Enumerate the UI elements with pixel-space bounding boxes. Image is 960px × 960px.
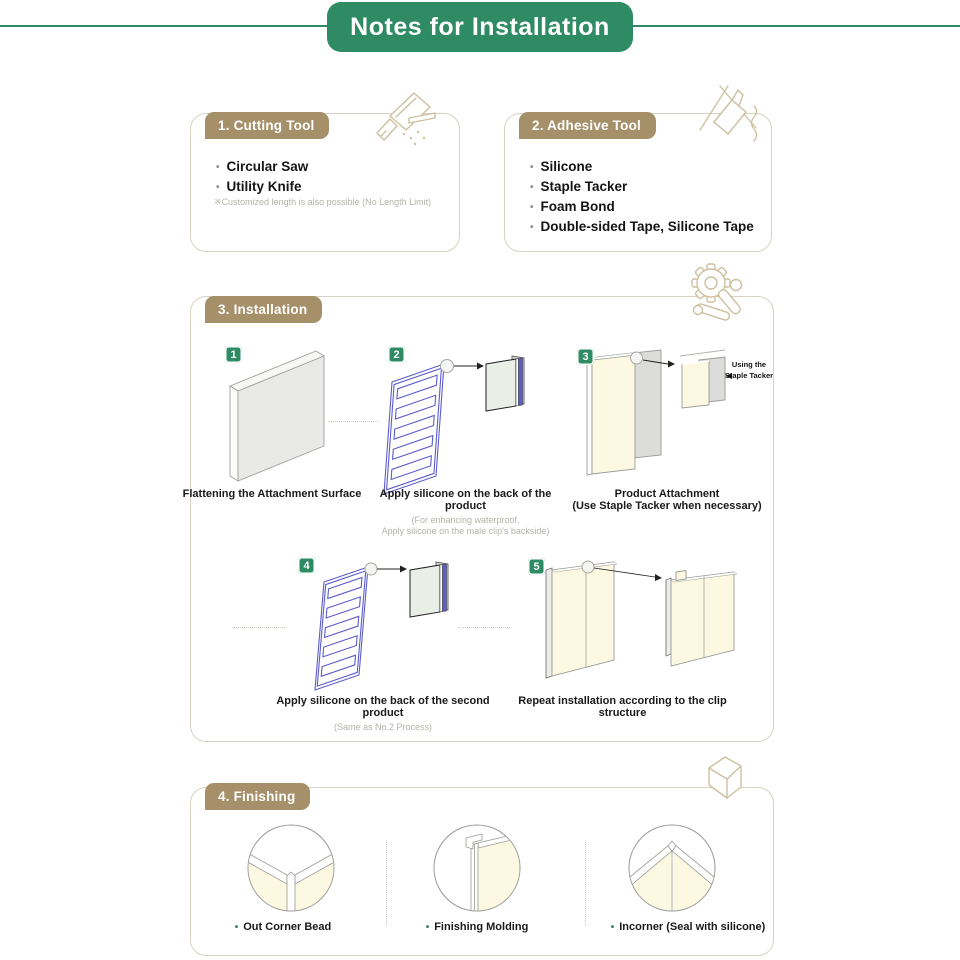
dotted-separator (233, 627, 285, 628)
step3-annotation: Using the (731, 360, 767, 369)
corner-molding-icon (698, 754, 754, 810)
dotted-separator (458, 627, 510, 628)
finishing-label-out-corner: • Out Corner Bead (193, 921, 373, 933)
step1-caption (182, 488, 362, 500)
dotted-separator (585, 840, 586, 925)
step2-caption (358, 488, 573, 537)
caption-subtext (358, 515, 573, 537)
step1-panel-diagram (212, 342, 342, 487)
caption-text: Apply silicone on the back of the second product (276, 695, 490, 719)
cutting-tool-list (216, 158, 308, 198)
list-item: • Staple Tacker (530, 178, 754, 198)
tools-gear-wrench-icon (684, 258, 754, 330)
page-title: Notes for Installation (327, 2, 633, 52)
list-item: • Utility Knife (216, 178, 308, 198)
cutting-note: ※Customized length is also possible (No Length Limit) (214, 197, 432, 207)
caption-text: Product Attachment (614, 488, 720, 500)
list-item: • Foam Bond (530, 198, 754, 218)
step4-silicone-diagram (308, 556, 458, 696)
caption-text: Apply silicone on the back of the product (379, 488, 552, 512)
out-corner-bead-diagram (246, 823, 336, 913)
caption-text: (Use Staple Tacker when necessary) (572, 500, 762, 512)
step5-caption (500, 695, 745, 719)
step2-silicone-diagram (378, 346, 528, 496)
list-item: • Silicone (530, 158, 754, 178)
step3-annotation: Staple Tacker (724, 371, 774, 380)
list-item: • Circular Saw (216, 158, 308, 178)
step4-caption (268, 695, 498, 733)
adhesive-tool-header: 2. Adhesive Tool (519, 112, 656, 139)
utility-knife-icon (371, 88, 441, 150)
finishing-label-molding: • Finishing Molding (392, 921, 562, 933)
step-badge-3: 3 (577, 348, 594, 365)
finishing-header: 4. Finishing (205, 783, 310, 810)
caption-text: Repeat installation according to the clip structure (518, 695, 727, 719)
finishing-label-incorner: • Incorner (Seal with silicone) (588, 921, 788, 933)
finishing-molding-diagram (432, 823, 522, 913)
step-badge-5: 5 (528, 558, 545, 575)
list-item: • Double-sided Tape, Silicone Tape (530, 218, 754, 238)
step-badge-1: 1 (225, 346, 242, 363)
silicone-gun-icon (694, 84, 770, 156)
step-badge-2: 2 (388, 346, 405, 363)
caption-text: Flattening the Attachment Surface (182, 488, 362, 500)
installation-header: 3. Installation (205, 296, 322, 323)
step3-attachment-diagram (583, 343, 778, 488)
incorner-diagram (627, 823, 717, 913)
dotted-separator (386, 840, 387, 925)
subtext-line: Apply silicone on the male clip's backside) (381, 526, 550, 536)
step5-repeat-diagram (538, 554, 783, 686)
adhesive-tool-list (530, 158, 754, 238)
step-badge-4: 4 (298, 557, 315, 574)
cutting-tool-header: 1. Cutting Tool (205, 112, 329, 139)
subtext-line: (For enhancing waterproof, (411, 515, 520, 525)
caption-subtext: (Same as No.2 Process) (333, 722, 433, 732)
step3-caption (572, 488, 762, 512)
